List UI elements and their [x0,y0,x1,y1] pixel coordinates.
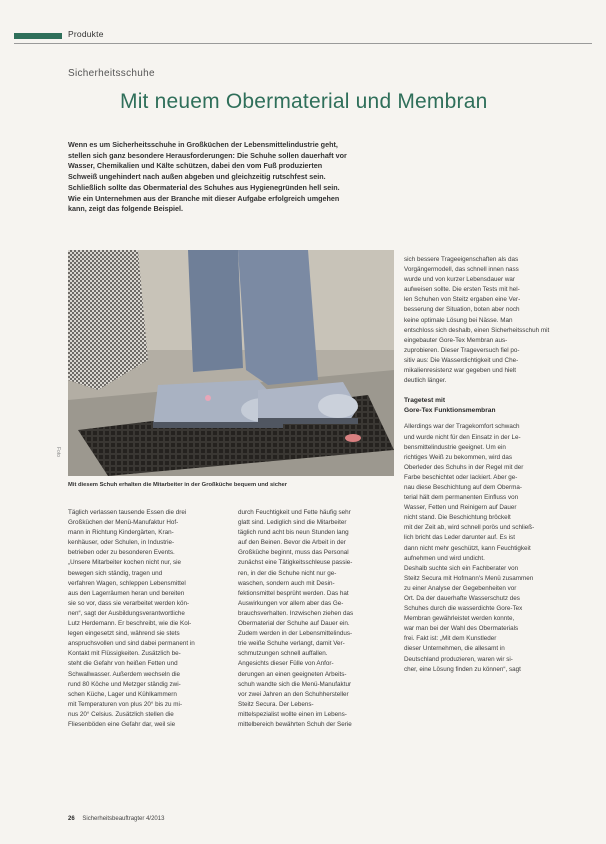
body-line: Membran gewährleistet werden konnte, [404,615,515,623]
body-line: derungen an einen geeigneten Arbeits- [238,670,347,678]
lead-line: Schließlich sollte das Obermaterial des Schuhes aus Hygienegründen hell sein. [68,182,340,192]
lead-line: Schweiß ungehindert nach außen abgeben und gleichzeitig rutschfest sein. [68,172,326,182]
photo-caption: Mit diesem Schuh erhalten die Mitarbeiter in der Großküche bequem und sicher [68,482,288,488]
body-line: dieser Unternehmen, die allesamt in [404,645,505,653]
body-line: Deshalb suchte sich ein Fachberater von [404,564,519,572]
lead-line: Wasser, Chemikalien und Kälte schützen, dabei den vom Fuß produzierten [68,161,323,171]
body-line: täglich rund acht bis neun Stunden lang [238,529,349,537]
text-column-3 [404,255,570,675]
body-line: aufnehmen und wird undicht. [404,554,485,562]
body-line: betrieben oder zu besonderen Events. [68,549,175,557]
body-line: besserung der Situation, boten aber noch [404,306,520,314]
body-line: Großküche beginnt, muss das Personal [238,549,349,557]
body-line: zu einer Analyse der Gegebenheiten vor [404,584,517,592]
body-line: nus 20° Celsius. Zusätzlich stellen die [68,710,174,718]
body-line: entschloss sich deshalb, einen Sicherheitsschuh mit [404,326,550,334]
body-line: Großküchen der Menü-Manufaktur Hof- [68,519,179,527]
body-line: cher, eine Lösung finden zu können“, sagt [404,665,521,673]
column-spacer [404,386,570,396]
body-line: mann in Richtung Kindergärten, Kran- [68,529,174,537]
page-number: 26 [68,816,75,822]
body-line: Schuhes durch die wasserdichte Gore-Tex [404,605,523,613]
section-color-bar [14,33,62,39]
body-line: schen Küche, Lager und Kühlkammern [68,690,177,698]
body-line: wurde und von kurzer Lebensdauer war [404,276,515,284]
body-line: Obermaterial der Schuhe auf Dauer ein. [238,620,350,628]
body-line: Fliesenböden eine Gefahr dar, weil sie [68,720,176,728]
body-line: waschen, sondern auch mit Desin- [238,579,335,587]
text-column-2 [238,508,398,730]
body-line: richtiges Weiß zu bekommen, wird das [404,453,513,461]
body-line: vor zwei Jahren an den Schuhhersteller [238,690,349,698]
body-line: aufweisen sollte. Die ersten Tests mit hel- [404,286,520,294]
page-footer [68,816,164,822]
body-line: brauchsverhalten. Inzwischen ziehen das [238,609,354,617]
body-line: Oberleder des Schuhs in der Regel mit der [404,463,524,471]
body-line: nicht stand. Die Beschichtung bröckelt [404,514,511,522]
body-line: verfahren Wagen, schleppen Lebensmittel [68,579,186,587]
body-line: frei. Fakt ist: „Mit dem Kunstleder [404,635,497,643]
body-line: sitiv aus: Die Wasserdichtigkeit und Che- [404,356,519,364]
body-line: Auswirkungen vor allem aber das Ge- [238,599,344,607]
body-line: bensmittelindustrie geeignet. Um ein [404,443,506,451]
body-line: ren, in der die Schuhe nicht nur ge- [238,569,337,577]
article-photo [68,250,394,476]
lead-line: Wie ein Unternehmen aus der Branche mit dieser Aufgabe erfolgreich umgehen [68,193,340,203]
body-line: nau diese Beschichtung auf dem Oberma- [404,483,522,491]
body-line: legen eingesetzt sind, während sie stets [68,630,180,638]
publication-name: Sicherheitsbeauftragter 4/2013 [82,816,165,822]
body-line: war man bei der Wahl des Obermaterials [404,625,519,633]
body-line: mikalienresistenz war gegeben und hielt [404,367,517,375]
body-line: zuprobieren. Dieser Trageversuch fiel po- [404,346,520,354]
body-line: sie so vor, dass sie verarbeitet werden kön- [68,599,190,607]
body-line: schuh wandte sich die Menü-Manufaktur [238,680,352,688]
body-line: lich bricht das Leder darunter auf. Es ist [404,534,515,542]
body-line: Vorgängermodell, das schnell innen nass [404,266,519,274]
lead-line: Wenn es um Sicherheitsschuhe in Großküchen der Lebensmittelindustrie geht, [68,140,338,149]
body-line: „Unsere Mitarbeiter kochen nicht nur, sie [68,559,182,567]
section-label: Produkte [68,29,104,39]
subheading-line-1: Tragetest mit [404,397,446,405]
body-line: mit Temperaturen von plus 20° bis zu mi- [68,700,183,708]
body-line: Zudem werden in der Lebensmittelindus- [238,630,353,638]
body-line: durch Feuchtigkeit und Fette häufig sehr [238,509,351,516]
body-line: schmutzungen schnell auffallen. [238,650,328,658]
body-line: trie weiße Schuhe verlangt, damit Ver- [238,640,345,648]
body-line: aus den Lagerräumen heran und bereiten [68,589,185,597]
body-line: Schwallwasser. Außerdem wechseln die [68,670,180,678]
body-line: Allerdings war der Tragekomfort schwach [404,423,520,431]
body-line: auf den Beinen. Bevor die Arbeit in der [238,539,346,547]
lead-line: stellen sich ganz besondere Herausforderungen: Die Schuhe sollen dauerhaft vor [68,150,347,160]
body-line: Kontakt mit Flüssigkeiten. Zusätzlich be- [68,650,181,658]
body-line: kenhäuser, oder Schulen, in Industrie- [68,539,175,547]
body-line: Deutschland produzieren, waren wir si- [404,655,513,663]
article-title: Mit neuem Obermaterial und Membran [120,90,488,113]
body-line: Farbe beschichtet oder lackiert. Aber ge- [404,473,518,481]
body-line: Täglich verlassen tausende Essen die drei [68,509,187,516]
article-kicker: Sicherheitsschuhe [68,68,155,79]
body-line: Lutz Herdemann. Er beschreibt, wie die Kol- [68,620,192,628]
body-line: terial hält dem permanenten Einfluss von [404,494,519,502]
safety-shoe-illustration [68,250,394,476]
body-line: mit der Zeit ab, wird schnell porös und schließ- [404,524,535,532]
body-line: nen“, sagt der Ausbildungsverantwortliche [68,609,185,617]
body-line: bewegen sich ständig, tragen und [68,569,163,577]
text-column-1 [68,508,195,730]
subheading-line-2: Gore-Tex Funktionsmembran [404,407,496,415]
body-line: mittelspezialist wollte einen im Lebens- [238,710,347,718]
body-line: Wasser, Fetten und Reinigern auf Dauer [404,504,517,512]
body-line: fektionsmittel besprüht werden. Das hat [238,589,349,597]
photo-credit: Foto [55,447,61,458]
body-line: keine optimale Lösung bei Nässe. Man [404,316,513,324]
body-line: Angesichts dieser Fülle von Anfor- [238,660,334,668]
body-line: rund 80 Köche und Metzger ständig zwi- [68,680,181,688]
body-line: Steitz Secura mit Hofmann's Menü zusammen [404,574,534,582]
body-line: steht die Gefahr von heißen Fetten und [68,660,178,668]
body-line: glatt sind. Lediglich sind die Mitarbeiter [238,519,347,527]
body-line: deutlich länger. [404,377,447,385]
body-line: und wurde nicht für den Einsatz in der Le- [404,433,521,441]
body-line: zunächst eine Tätigkeitsschleuse passie- [238,559,353,567]
body-line: anspruchsvollen und sind dabei permanent in [68,640,195,648]
body-line: len Schuhen von Steitz ergaben eine Ver- [404,296,521,304]
header-rule [14,43,592,44]
lead-line: kann, zeigt das folgende Beispiel. [68,204,184,214]
body-line: Steitz Secura. Der Lebens- [238,700,314,708]
body-line: sich bessere Trageeigenschaften als das [404,256,519,263]
body-line: Ort. Da der dauerhafte Wasserschutz des [404,595,520,602]
article-lead [68,140,406,215]
body-line: mittelbereich bewährten Schuh der Serie [238,720,352,728]
body-line: dann nicht mehr geschützt, kann Feuchtigkeit [404,544,531,552]
body-line: eingebauter Gore-Tex Membran aus- [404,336,508,344]
